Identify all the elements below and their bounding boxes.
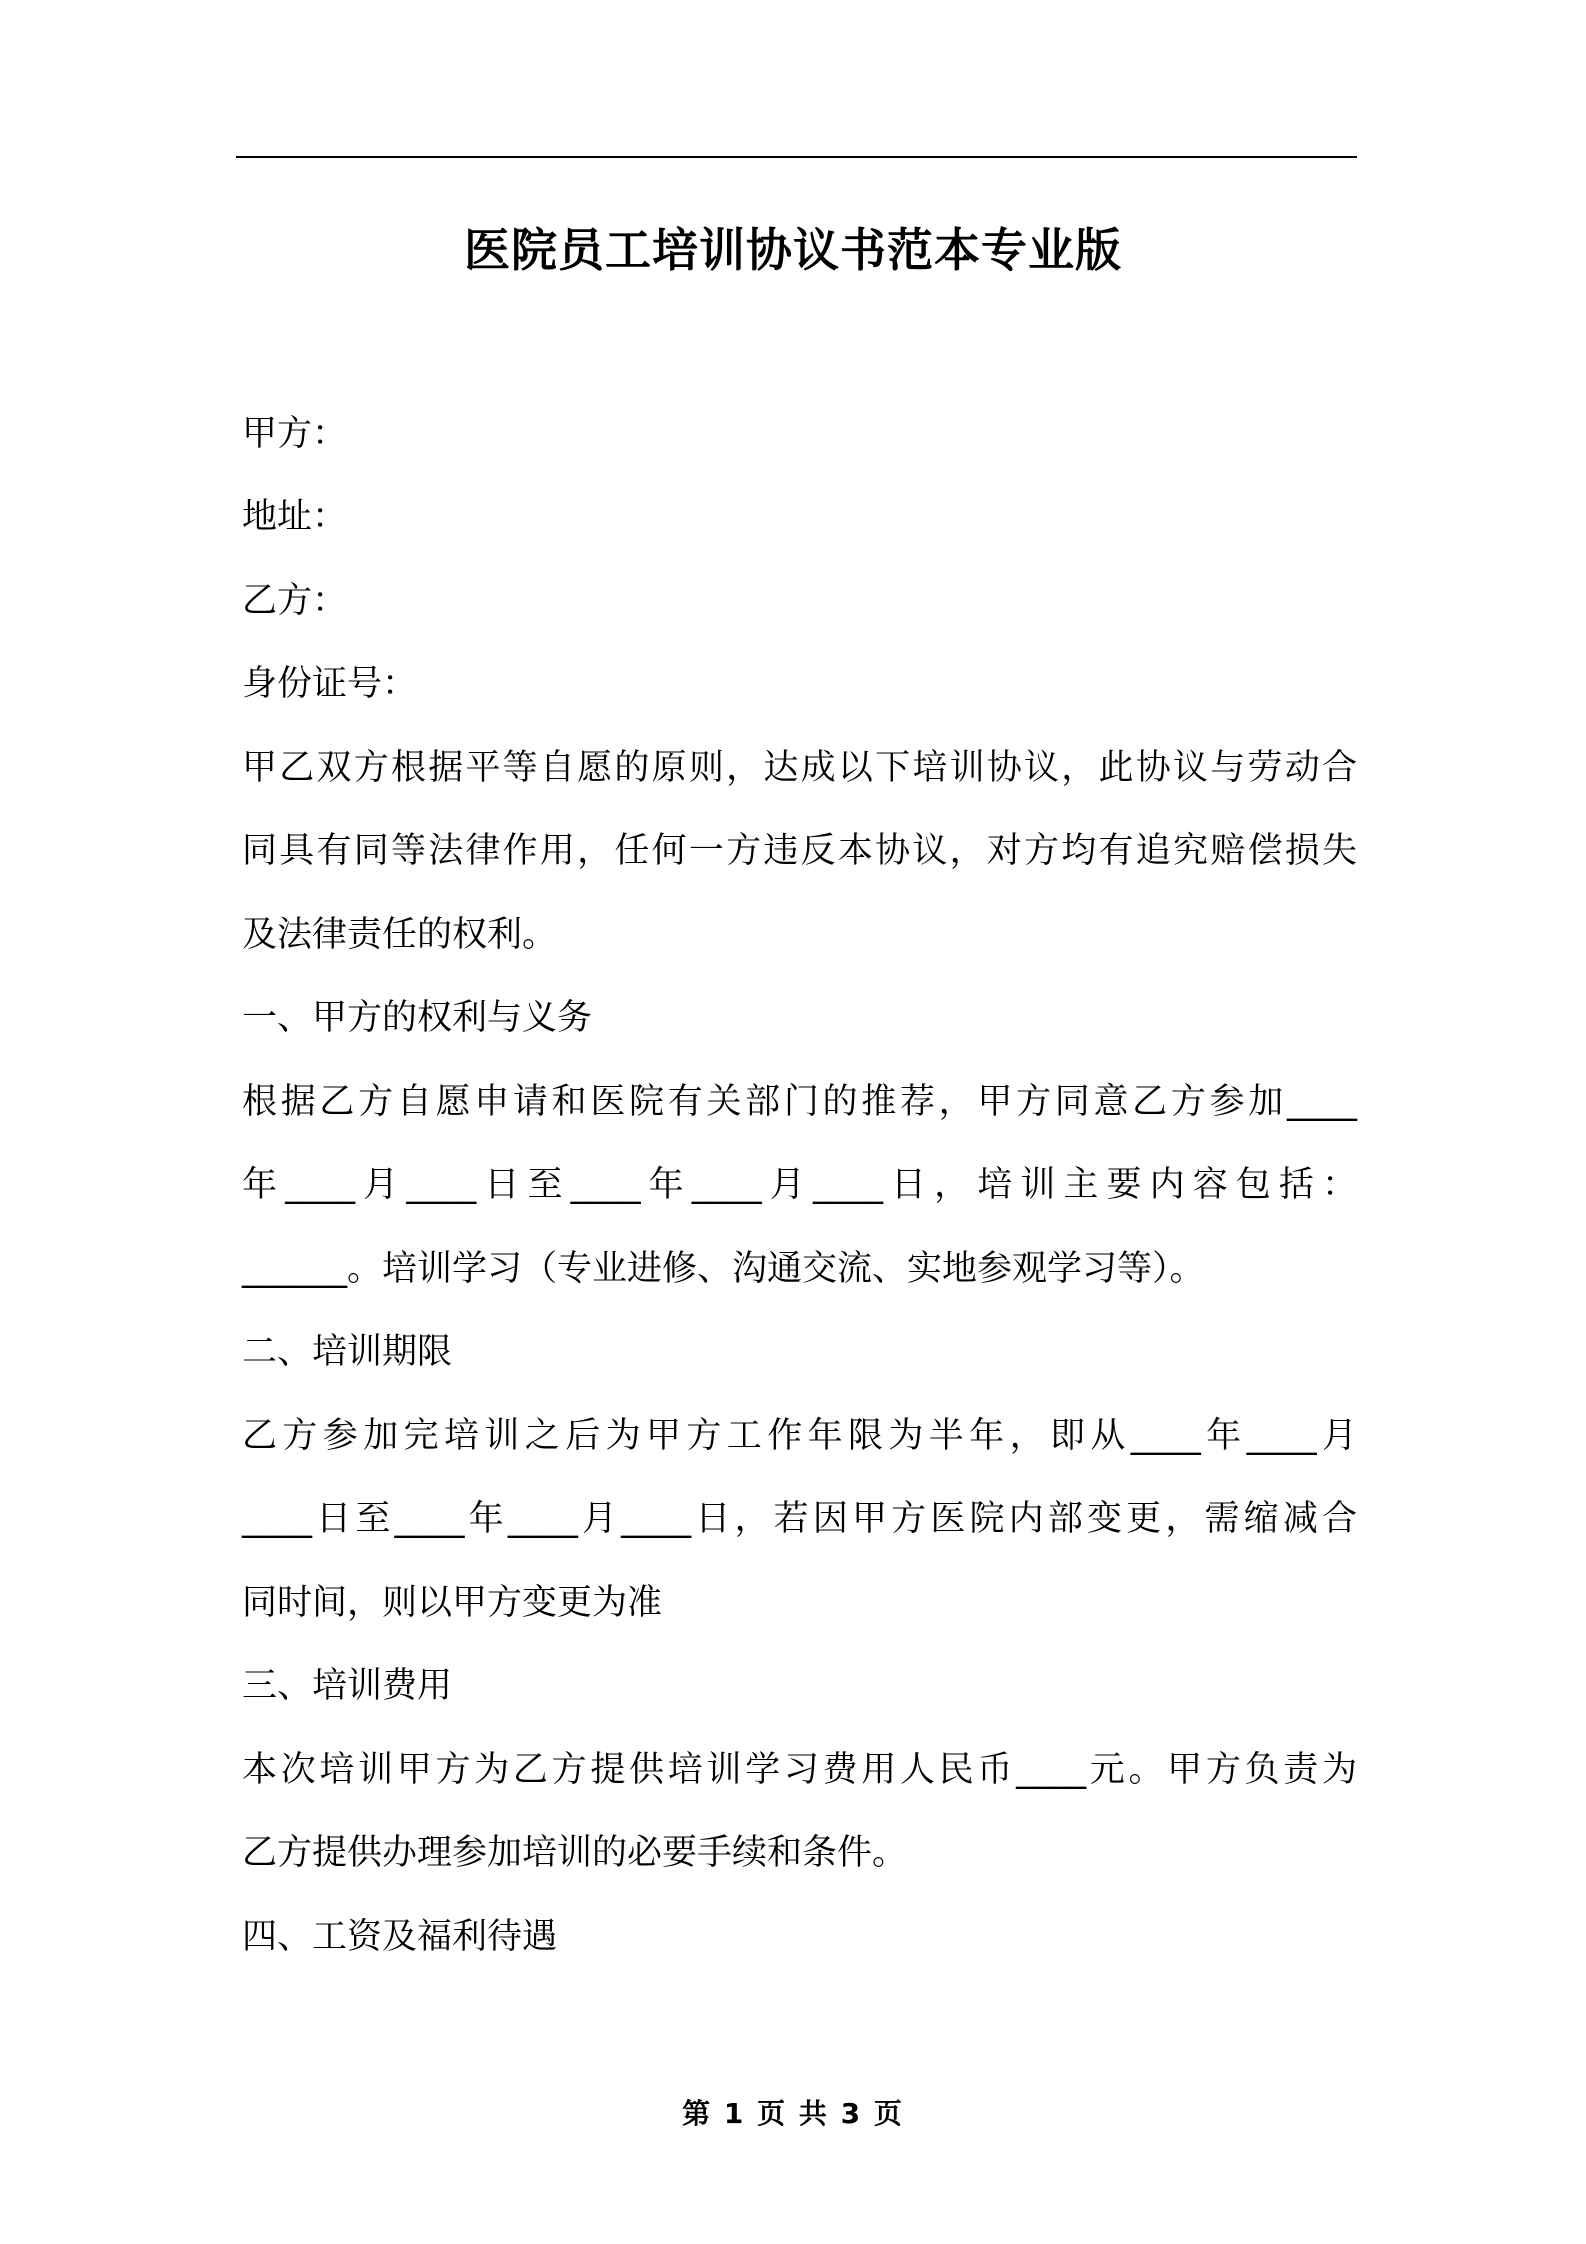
intro-paragraph-line: 甲乙双方根据平等自愿的原则，达成以下培训协议，此协议与劳动合 — [242, 748, 1357, 788]
rights-paragraph-line: 根据乙方自愿申请和医院有关部门的推荐，甲方同意乙方参加____ — [242, 1082, 1357, 1122]
period-paragraph-line: 乙方参加完培训之后为甲方工作年限为半年，即从____年____月 — [242, 1416, 1357, 1456]
period-paragraph-line: ____日至____年____月____日，若因甲方医院内部变更，需缩减合 — [242, 1499, 1357, 1539]
rights-paragraph-line: ______。培训学习（专业进修、沟通交流、实地参观学习等）。 — [242, 1249, 1205, 1289]
field-id-number: 身份证号： — [242, 664, 418, 704]
field-party-a: 甲方： — [242, 414, 348, 454]
intro-paragraph-line: 同具有同等法律作用，任何一方违反本协议，对方均有追究赔偿损失 — [242, 831, 1357, 871]
field-party-b: 乙方： — [242, 581, 348, 621]
period-paragraph-line: 同时间，则以甲方变更为准 — [242, 1583, 663, 1623]
section-heading-fees: 三、培训费用 — [242, 1666, 453, 1706]
page-indicator: 第 1 页 共 3 页 — [682, 2097, 904, 2130]
document-title: 医院员工培训协议书范本专业版 — [464, 223, 1122, 277]
section-heading-period: 二、培训期限 — [242, 1332, 453, 1372]
fees-paragraph-line: 乙方提供办理参加培训的必要手续和条件。 — [242, 1833, 908, 1873]
fees-paragraph-line: 本次培训甲方为乙方提供培训学习费用人民币____元。甲方负责为 — [242, 1750, 1357, 1790]
section-heading-rights: 一、甲方的权利与义务 — [242, 998, 593, 1038]
header-rule — [236, 156, 1357, 158]
field-address: 地址： — [242, 497, 348, 537]
rights-paragraph-line: 年____月____日至____年____月____日，培训主要内容包括： — [242, 1165, 1357, 1205]
intro-paragraph-line: 及法律责任的权利。 — [242, 915, 558, 955]
section-heading-salary: 四、工资及福利待遇 — [242, 1917, 558, 1957]
